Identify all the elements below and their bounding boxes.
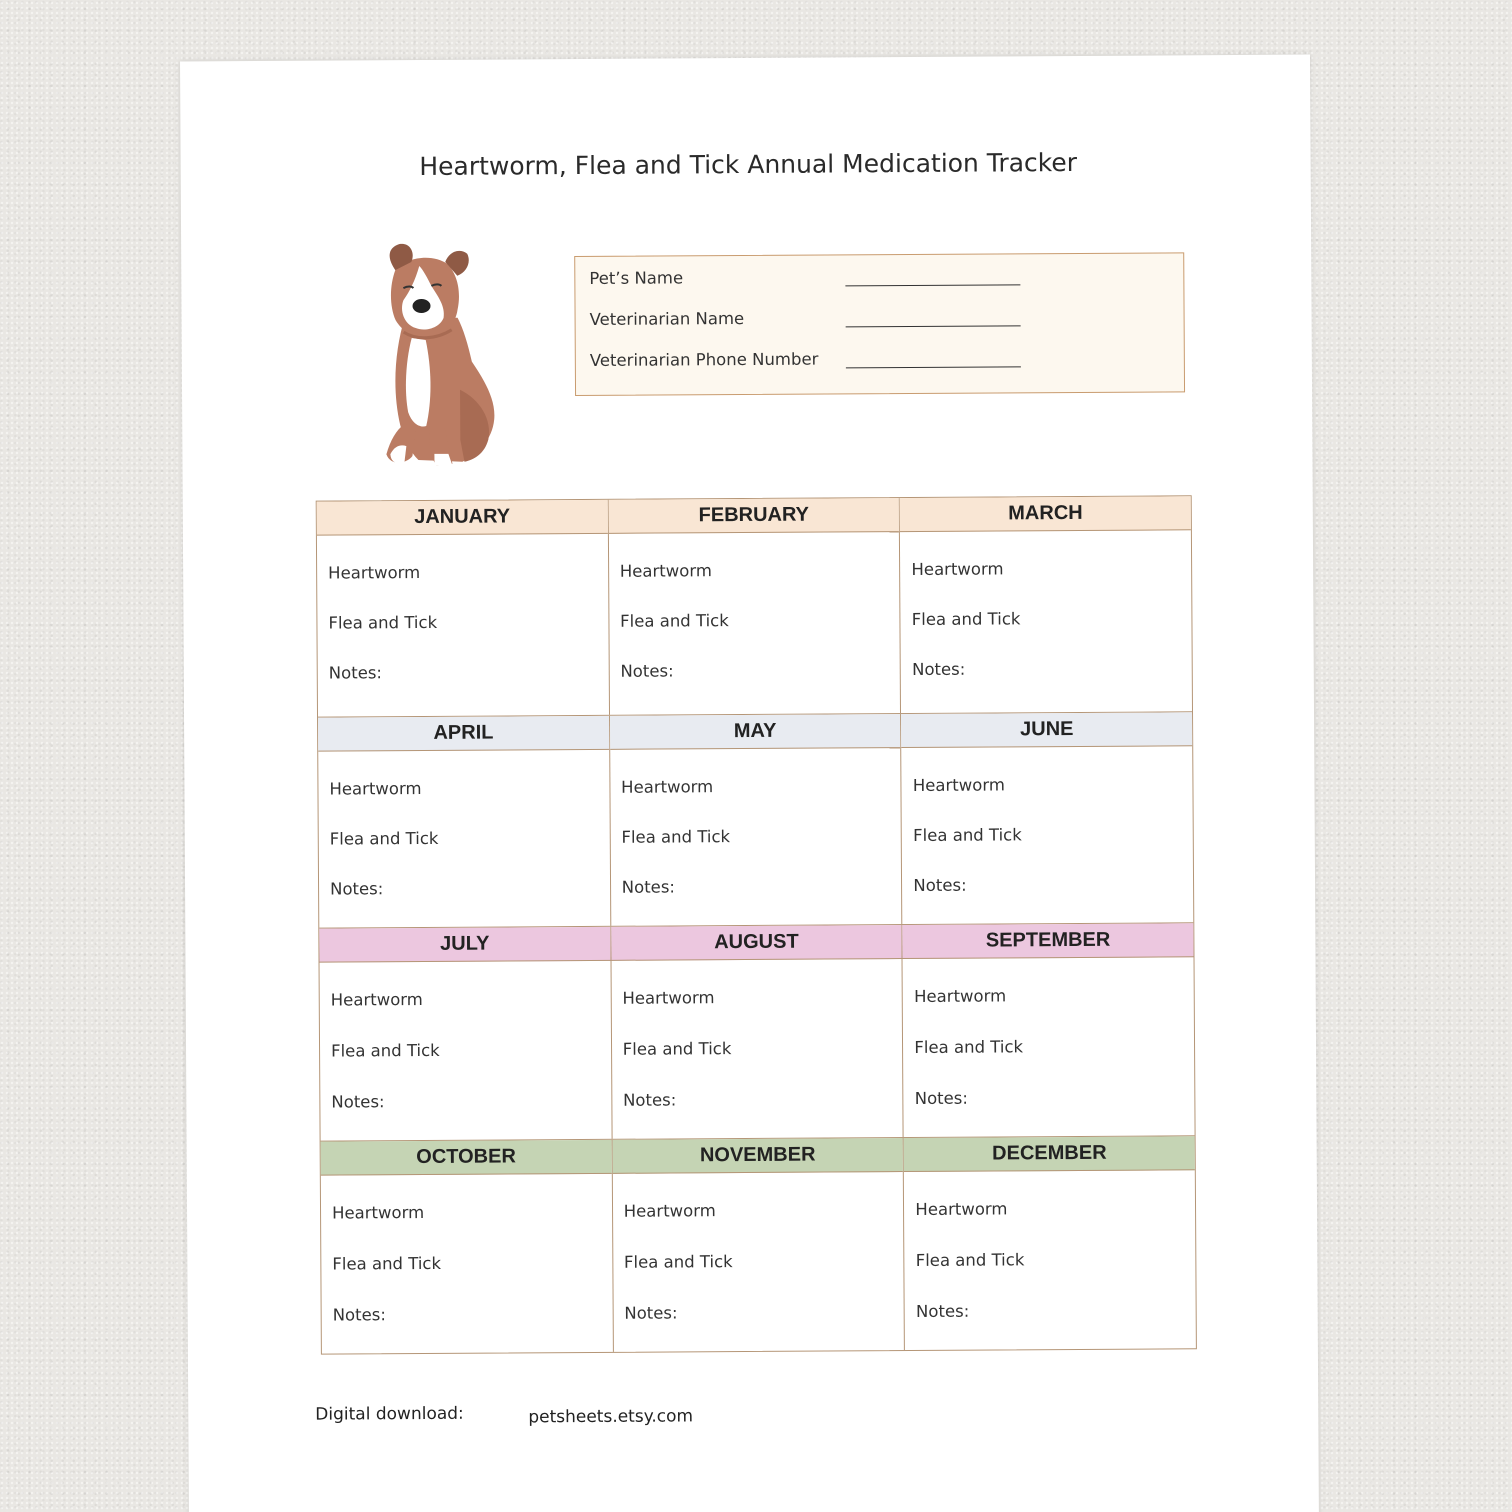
monthly-tracker-grid	[316, 495, 1197, 1354]
notes-label: Notes:	[331, 1092, 385, 1112]
month-header: AUGUST	[611, 925, 902, 961]
flea-tick-label: Flea and Tick	[328, 612, 438, 633]
month-header: NOVEMBER	[612, 1138, 903, 1174]
month-header: MAY	[610, 714, 901, 750]
notes-label: Notes:	[621, 877, 676, 897]
notes-label: Notes:	[914, 1088, 968, 1108]
month-cell	[612, 1138, 905, 1352]
veterinarian-phone-label: Veterinarian Phone Number	[589, 349, 819, 370]
notes-label: Notes:	[332, 1305, 386, 1325]
footer-label: Digital download:	[315, 1403, 464, 1425]
notes-label: Notes:	[328, 663, 383, 683]
pets-name-blank	[845, 284, 1020, 286]
flea-tick-label: Flea and Tick	[622, 1039, 732, 1059]
month-header: DECEMBER	[904, 1136, 1195, 1172]
notes-label: Notes:	[913, 875, 967, 895]
flea-tick-label: Flea and Tick	[621, 827, 731, 847]
month-cell	[903, 923, 1195, 1137]
flea-tick-label: Flea and Tick	[914, 1037, 1024, 1057]
month-header: JANUARY	[317, 500, 608, 536]
heartworm-label: Heartworm	[330, 989, 423, 1010]
quarter-row	[317, 496, 1192, 717]
heartworm-label: Heartworm	[621, 777, 714, 797]
flea-tick-label: Flea and Tick	[915, 1250, 1025, 1270]
month-cell	[904, 1136, 1196, 1350]
veterinarian-name-label: Veterinarian Name	[589, 309, 745, 329]
heartworm-label: Heartworm	[914, 986, 1007, 1006]
month-header: JULY	[319, 927, 610, 963]
notes-label: Notes:	[915, 1301, 970, 1321]
pet-info-box	[574, 252, 1185, 396]
veterinarian-name-blank	[846, 325, 1021, 327]
heartworm-label: Heartworm	[912, 775, 1005, 795]
dog-illustration	[359, 239, 520, 472]
month-header: SEPTEMBER	[903, 923, 1194, 959]
month-header: FEBRUARY	[608, 498, 899, 534]
notes-label: Notes:	[620, 661, 674, 681]
month-cell	[611, 925, 904, 1139]
heartworm-label: Heartworm	[329, 778, 422, 799]
quarter-row	[319, 923, 1194, 1141]
month-cell	[317, 500, 610, 717]
heartworm-label: Heartworm	[623, 1201, 716, 1221]
heartworm-label: Heartworm	[328, 562, 421, 583]
flea-tick-label: Flea and Tick	[623, 1252, 733, 1272]
footer-site: petsheets.etsy.com	[528, 1406, 694, 1428]
page-title: Heartworm, Flea and Tick Annual Medication Tracker	[419, 147, 1078, 181]
flea-tick-label: Flea and Tick	[332, 1253, 442, 1274]
printed-sheet	[180, 55, 1319, 1512]
month-cell	[900, 496, 1192, 713]
notes-label: Notes:	[624, 1303, 678, 1323]
flea-tick-label: Flea and Tick	[329, 828, 439, 849]
veterinarian-phone-blank	[846, 366, 1021, 368]
month-cell	[901, 712, 1193, 924]
month-header: JUNE	[901, 712, 1192, 748]
quarter-row	[321, 1136, 1196, 1353]
month-cell	[321, 1140, 614, 1354]
pets-name-label: Pet’s Name	[589, 268, 684, 288]
month-cell	[610, 714, 903, 926]
month-header: APRIL	[318, 716, 609, 752]
heartworm-label: Heartworm	[915, 1199, 1008, 1219]
flea-tick-label: Flea and Tick	[913, 825, 1022, 845]
month-cell	[608, 498, 901, 715]
quarter-row	[318, 712, 1193, 928]
heartworm-label: Heartworm	[619, 561, 712, 581]
flea-tick-label: Flea and Tick	[331, 1040, 440, 1061]
flea-tick-label: Flea and Tick	[911, 609, 1021, 629]
month-header: MARCH	[900, 496, 1191, 532]
notes-label: Notes:	[330, 879, 384, 899]
heartworm-label: Heartworm	[622, 988, 715, 1008]
notes-label: Notes:	[622, 1090, 677, 1110]
notes-label: Notes:	[912, 659, 966, 679]
heartworm-label: Heartworm	[331, 1202, 425, 1223]
month-cell	[319, 927, 612, 1141]
heartworm-label: Heartworm	[911, 559, 1004, 579]
flea-tick-label: Flea and Tick	[620, 611, 729, 631]
month-header: OCTOBER	[321, 1140, 612, 1176]
month-cell	[318, 716, 611, 928]
